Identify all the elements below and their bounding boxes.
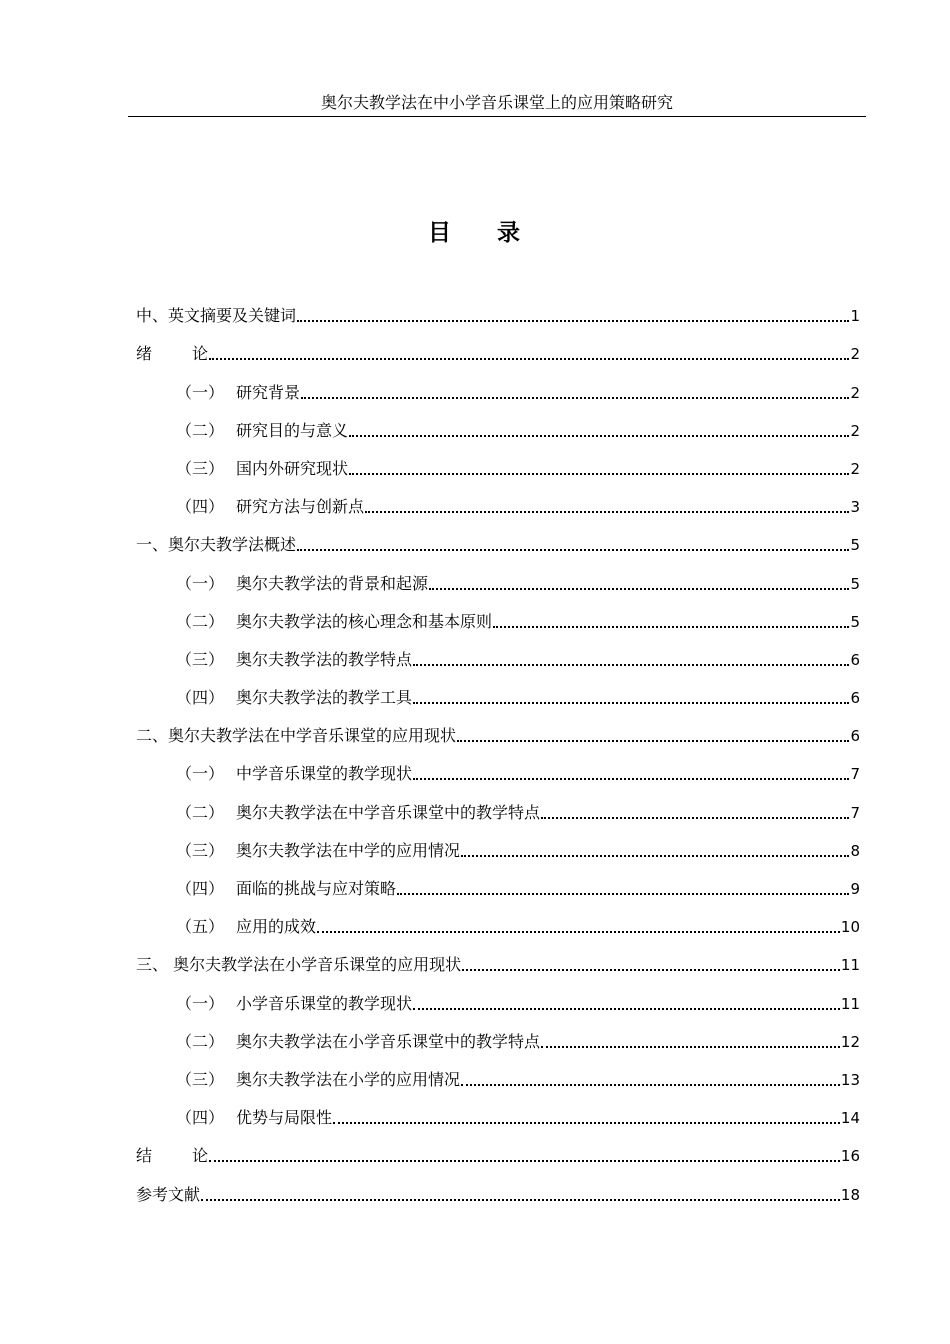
toc-entry-number: （一） — [176, 573, 225, 593]
toc-entry[interactable] — [136, 749, 860, 787]
toc-entry-page: 6 — [850, 650, 860, 669]
toc-leader-dots — [397, 893, 849, 895]
toc-entry-number: （二） — [176, 1031, 225, 1051]
toc-leader-dots — [297, 320, 849, 322]
toc-entry[interactable] — [136, 978, 860, 1016]
toc-leader-dots — [462, 969, 840, 971]
toc-entry[interactable] — [136, 406, 860, 444]
toc-entry-label: 奥尔夫教学法在中学音乐课堂中的教学特点 — [236, 802, 541, 822]
toc-entry-page: 2 — [850, 345, 860, 364]
toc-entry[interactable] — [136, 329, 860, 367]
toc-entry[interactable] — [136, 1055, 860, 1093]
toc-entry-page: 3 — [850, 498, 860, 517]
toc-leader-dots — [349, 435, 849, 437]
toc-entry-page: 6 — [850, 689, 860, 708]
running-header — [128, 92, 866, 117]
toc-title-char: 目 — [428, 219, 453, 246]
toc-entry[interactable] — [136, 444, 860, 482]
toc-entry[interactable] — [136, 787, 860, 825]
toc-entry-number: （四） — [176, 497, 225, 517]
toc-leader-dots — [413, 664, 849, 666]
toc-entry[interactable] — [136, 1017, 860, 1055]
toc-entry-number: （四） — [176, 688, 225, 708]
toc-entry[interactable] — [136, 711, 860, 749]
toc-entry[interactable] — [136, 558, 860, 596]
toc-entry[interactable] — [136, 291, 860, 329]
toc-entry-label: 奥尔夫教学法在小学音乐课堂中的教学特点 — [236, 1031, 541, 1051]
toc-entry-page: 10 — [840, 918, 860, 937]
toc-entry-label: 奥尔夫教学法在中学的应用情况 — [236, 840, 461, 860]
toc-leader-dots — [457, 740, 849, 742]
toc-entry[interactable] — [136, 367, 860, 405]
toc-entry-page: 2 — [850, 421, 860, 440]
toc-entry[interactable] — [136, 1131, 860, 1169]
toc-leader-dots — [209, 358, 849, 360]
toc-entry-page: 5 — [850, 536, 860, 555]
toc-leader-dots — [493, 626, 849, 628]
toc-leader-dots — [297, 549, 849, 551]
toc-entry[interactable] — [136, 597, 860, 635]
toc-leader-dots — [317, 931, 840, 933]
toc-entry-page: 9 — [850, 880, 860, 898]
toc-entry-number: （五） — [176, 917, 225, 937]
toc-entry-number: （四） — [176, 879, 225, 898]
toc-entry-label: 奥尔夫教学法在小学的应用情况 — [236, 1069, 461, 1089]
toc-entry[interactable] — [136, 520, 860, 558]
toc-entry-page: 16 — [840, 1147, 860, 1166]
toc-entry-label: 面临的挑战与应对策略 — [236, 879, 397, 898]
toc-entry-number: （二） — [176, 611, 225, 631]
toc-entry-label: 小学音乐课堂的教学现状 — [236, 993, 413, 1013]
toc-entry-page: 6 — [850, 727, 860, 746]
toc-leader-dots — [301, 397, 849, 399]
toc-entry-page: 5 — [850, 612, 860, 631]
table-of-contents — [136, 291, 860, 1208]
toc-title-char: 录 — [497, 219, 522, 246]
toc-entry-number: （二） — [176, 802, 225, 822]
toc-entry[interactable] — [136, 635, 860, 673]
toc-leader-dots — [541, 817, 849, 819]
toc-entry-label: 三、 奥尔夫教学法在小学音乐课堂的应用现状 — [136, 955, 462, 975]
toc-entry-page: 2 — [850, 459, 860, 478]
toc-entry-page: 2 — [850, 383, 860, 402]
toc-entry-number: （一） — [176, 764, 225, 784]
toc-entry-label: 二、奥尔夫教学法在中学音乐课堂的应用现状 — [136, 726, 457, 746]
toc-entry-number: （一） — [176, 993, 225, 1013]
toc-entry-page: 18 — [840, 1185, 860, 1204]
toc-entry-page: 8 — [850, 841, 860, 860]
toc-leader-dots — [461, 1084, 840, 1086]
toc-entry-number: （三） — [176, 649, 225, 669]
toc-entry-label: 奥尔夫教学法的教学工具 — [236, 688, 413, 708]
toc-entry-page: 5 — [850, 574, 860, 593]
toc-entry[interactable] — [136, 864, 860, 902]
toc-entry-label: 奥尔夫教学法的核心理念和基本原则 — [236, 611, 493, 631]
toc-entry-number: （四） — [176, 1108, 225, 1128]
toc-entry[interactable] — [136, 1169, 860, 1207]
toc-entry-label: 研究背景 — [236, 382, 301, 402]
toc-entry-label: 结 论 — [136, 1146, 209, 1166]
toc-leader-dots — [413, 1008, 840, 1010]
toc-entry-label: 中学音乐课堂的教学现状 — [236, 764, 413, 784]
toc-leader-dots — [429, 588, 849, 590]
toc-entry-label: 一、奥尔夫教学法概述 — [136, 535, 297, 555]
toc-entry-page: 1 — [850, 307, 860, 326]
toc-entry-label: 应用的成效 — [236, 917, 317, 937]
toc-entry-label: 绪 论 — [136, 344, 209, 364]
toc-entry-label: 研究目的与意义 — [236, 420, 349, 440]
toc-entry-page: 11 — [840, 994, 860, 1013]
toc-entry[interactable] — [136, 673, 860, 711]
toc-leader-dots — [541, 1046, 840, 1048]
toc-entry[interactable] — [136, 940, 860, 978]
toc-entry-label: 优势与局限性 — [236, 1108, 333, 1128]
toc-leader-dots — [413, 778, 849, 780]
toc-entry-label: 奥尔夫教学法的教学特点 — [236, 649, 413, 669]
toc-leader-dots — [209, 1160, 840, 1162]
toc-leader-dots — [413, 702, 849, 704]
toc-entry-number: （三） — [176, 840, 225, 860]
toc-leader-dots — [461, 855, 849, 857]
toc-entry-page: 7 — [850, 803, 860, 822]
toc-entry-page: 12 — [840, 1032, 860, 1051]
toc-entry-page: 14 — [840, 1109, 860, 1128]
toc-leader-dots — [333, 1122, 840, 1124]
toc-entry-label: 奥尔夫教学法的背景和起源 — [236, 573, 429, 593]
toc-leader-dots — [349, 473, 849, 475]
toc-title — [0, 214, 950, 247]
toc-leader-dots — [365, 511, 849, 513]
toc-entry[interactable] — [136, 826, 860, 864]
toc-entry-page: 7 — [850, 765, 860, 784]
toc-entry-label: 研究方法与创新点 — [236, 497, 365, 517]
toc-entry-number: （一） — [176, 382, 225, 402]
toc-entry-page: 13 — [840, 1070, 860, 1089]
toc-entry-label: 参考文献 — [136, 1184, 201, 1204]
toc-entry[interactable] — [136, 482, 860, 520]
toc-entry-page: 11 — [840, 956, 860, 975]
toc-entry[interactable] — [136, 902, 860, 940]
toc-entry-label: 国内外研究现状 — [236, 458, 349, 478]
toc-entry-number: （二） — [176, 420, 225, 440]
toc-entry-label: 中、英文摘要及关键词 — [136, 306, 297, 326]
toc-entry-number: （三） — [176, 1069, 225, 1089]
toc-entry[interactable] — [136, 1093, 860, 1131]
toc-entry-number: （三） — [176, 458, 225, 478]
running-header-title: 奥尔夫教学法在中小学音乐课堂上的应用策略研究 — [320, 93, 673, 112]
toc-leader-dots — [201, 1199, 840, 1201]
